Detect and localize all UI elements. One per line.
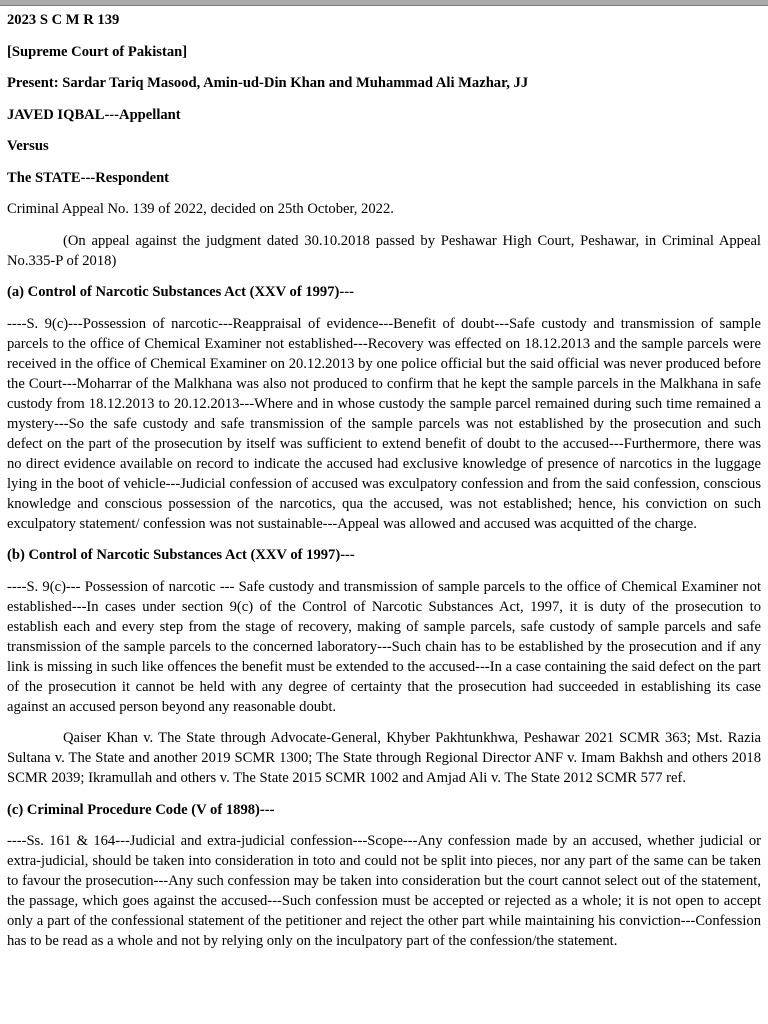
judgment-document — [7, 10, 761, 963]
section-heading-a: (a) Control of Narcotic Substances Act (XXV of 1997)--- — [7, 284, 354, 300]
appellant-name: JAVED IQBAL---Appellant — [7, 106, 181, 123]
section-references-b: Qaiser Khan v. The State through Advocate-General, Khyber Pakhtunkhwa, Peshawar 2021 SCMR 363; Mst. Razia Sultana v. The State and another 2019 SCMR 1300; The State through Regional Director ANF v. Imam Bakhsh and others 2018 SCMR 2039; Ikramullah and others v. The State 2015 SCMR 1002 and Amjad Ali v. The State 2012 SCMR 577 ref. — [7, 730, 761, 786]
section-text-a: ----S. 9(c)---Possession of narcotic---Reappraisal of evidence---Benefit of doubt---Safe custody and transmission of sample parcels to the office of Chemical Examiner not established---Recovery was effected on 18.12.2013 and the sample parcels were received in the office of Chemical Examiner on 20.12.2013 by one police official but the said official was never produced before the Court---Moharrar of the Malkhana was also not produced to confirm that he kept the sample parcels in the Malkhana in safe custody from 18.12.2013 to 20.12.2013---Where and in whose custody the sample parcel remained during such time remained a mystery---So the safe custody and safe transmission of the sample parcels was not established by the prosecution and such defect on the part of the prosecution by itself was sufficient to extend benefit of doubt to the accused---Furthermore, there was no direct evidence available on record to indicate the accused had exclusive knowledge of presence of narcotics in the luggage lying in the boot of vehicle---Judicial confession of accused was exculpatory confession and from the said confession, conscious knowledge and conscious possession of the narcotics, qua the accused, was not established; hence, his conviction on such exculpatory statement/ confession was not sustainable---Appeal was allowed and accused was acquitted of the charge. — [7, 315, 761, 532]
section-text-b: ----S. 9(c)--- Possession of narcotic --- Safe custody and transmission of sample parcels to the office of Chemical Examiner not established---In cases under section 9(c) of the Control of Narcotic Substances Act, 1997, it is duty of the prosecution to establish each and every step from the stage of recovery, making of sample parcels, safe custody of sample parcels and safe transmission of the sample parcels to the concerned laboratory---Such chain has to be established by the prosecution and if any link is missing in such like offences the benefit must be extended to the accused---In a case containing the said defect on the part of the prosecution it cannot be held with any degree of certainty that the prosecution had succeeded in establishing its case against an accused person beyond any reasonable doubt. — [7, 578, 761, 715]
section-heading-b: (b) Control of Narcotic Substances Act (XXV of 1997)--- — [7, 547, 355, 563]
section-text-c: ----Ss. 161 & 164---Judicial and extra-judicial confession---Scope---Any confession made by an accused, whether judicial or extra-judicial, should be taken into consideration in toto and could not be split into pieces, nor any part of the same can be taken to favour the prosecution---Any such confession may be taken into consideration but the court cannot select out of the statement, the passage, which goes against the accused---Such confession must be accepted or rejected as a whole; it is not open to accept only a part of the confessional statement of the petitioner and reject the other part while maintaining his conviction---Confession has to be read as a whole and not by relying only on the inculpatory part of the confession/the statement. — [7, 833, 761, 949]
citation: 2023 S C M R 139 — [7, 12, 120, 28]
versus-label: Versus — [7, 138, 49, 154]
court-name: [Supreme Court of Pakistan] — [7, 43, 188, 60]
respondent-name: The STATE---Respondent — [7, 169, 170, 186]
appeal-note: (On appeal against the judgment dated 30.10.2018 passed by Peshawar High Court, Peshawar, in Criminal Appeal No.335-P of 2018) — [7, 232, 761, 269]
section-heading-c: (c) Criminal Procedure Code (V of 1898)--- — [7, 801, 275, 818]
case-info: Criminal Appeal No. 139 of 2022, decided on 25th October, 2022. — [7, 201, 394, 217]
bench-composition: Present: Sardar Tariq Masood, Amin-ud-Din Khan and Muhammad Ali Mazhar, JJ — [7, 75, 529, 91]
top-border — [0, 0, 768, 6]
